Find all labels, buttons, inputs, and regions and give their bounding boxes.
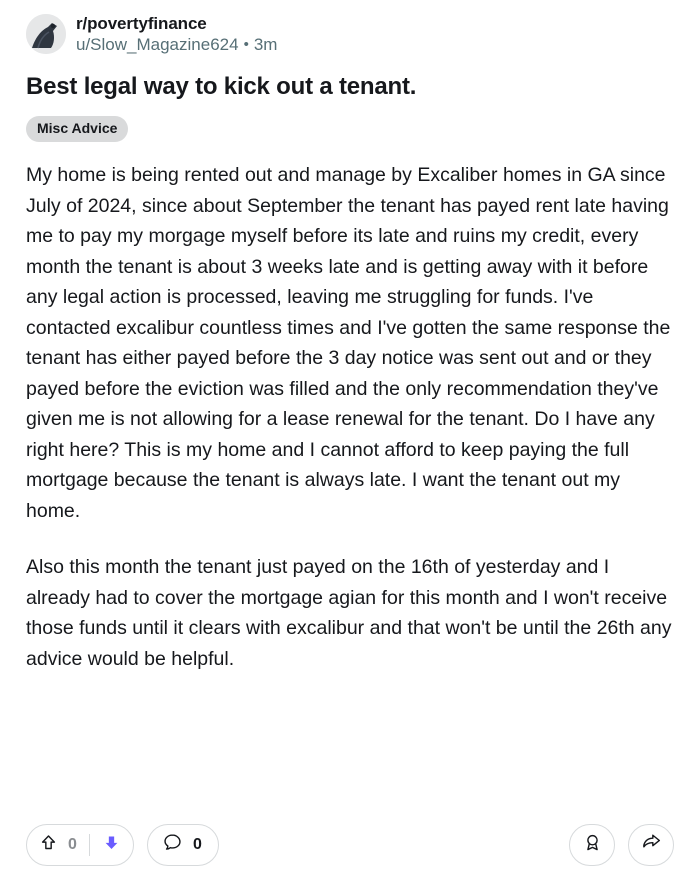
avatar-illustration-icon	[26, 14, 66, 54]
upvote-arrow-icon[interactable]	[39, 833, 58, 857]
award-icon	[582, 832, 603, 858]
byline-separator: •	[243, 36, 249, 53]
comment-control[interactable]	[147, 824, 219, 866]
post-body	[26, 160, 674, 812]
comment-bubble-icon	[162, 832, 183, 858]
vote-control	[26, 824, 134, 866]
post-paragraph: My home is being rented out and manage by Excaliber homes in GA since July of 2024, since about September the tenant has payed rent late having me to pay my morgage myself before its late and ruins my credit, every month the tenant is about 3 weeks late and is getting away with it before any legal action is processed, leaving me struggling for funds. I've contacted excalibur countless times and I've gotten the same response the tenant has either payed before the 3 day notice was sent out and or they payed before the eviction was filled and the only recommendation they've given me is not allowing for a lease renewal for the tenant. Do I have any right here? This is my home and I cannot afford to keep paying the full mortgage because the tenant is always late. I want the tenant out my home.	[26, 164, 671, 522]
post-header	[26, 12, 674, 56]
downvote-arrow-icon[interactable]	[102, 833, 121, 857]
share-button[interactable]	[628, 824, 674, 866]
post-meta	[76, 12, 277, 56]
page-title: Best legal way to kick out a tenant.	[26, 73, 417, 100]
vote-count: 0	[68, 836, 77, 853]
vote-divider	[89, 834, 90, 856]
subreddit-name[interactable]: r/povertyfinance	[76, 14, 207, 33]
post-paragraph: Also this month the tenant just payed on the 16th of yesterday and I already had to cover the mortgage agian for this month and I won't receive those funds until it clears with excalibur and that won't be until the 26th any advice would be helpful.	[26, 556, 672, 670]
post-age: 3m	[253, 35, 278, 54]
share-arrow-icon	[641, 832, 662, 858]
avatar[interactable]	[26, 14, 66, 54]
post-flair-badge[interactable]: Misc Advice	[26, 116, 128, 142]
post-secondary-actions	[569, 824, 674, 866]
award-button[interactable]	[569, 824, 615, 866]
post-byline	[76, 34, 277, 56]
author-name[interactable]: u/Slow_Magazine624	[76, 35, 239, 54]
comment-count: 0	[193, 836, 202, 853]
post-action-bar	[26, 812, 674, 884]
